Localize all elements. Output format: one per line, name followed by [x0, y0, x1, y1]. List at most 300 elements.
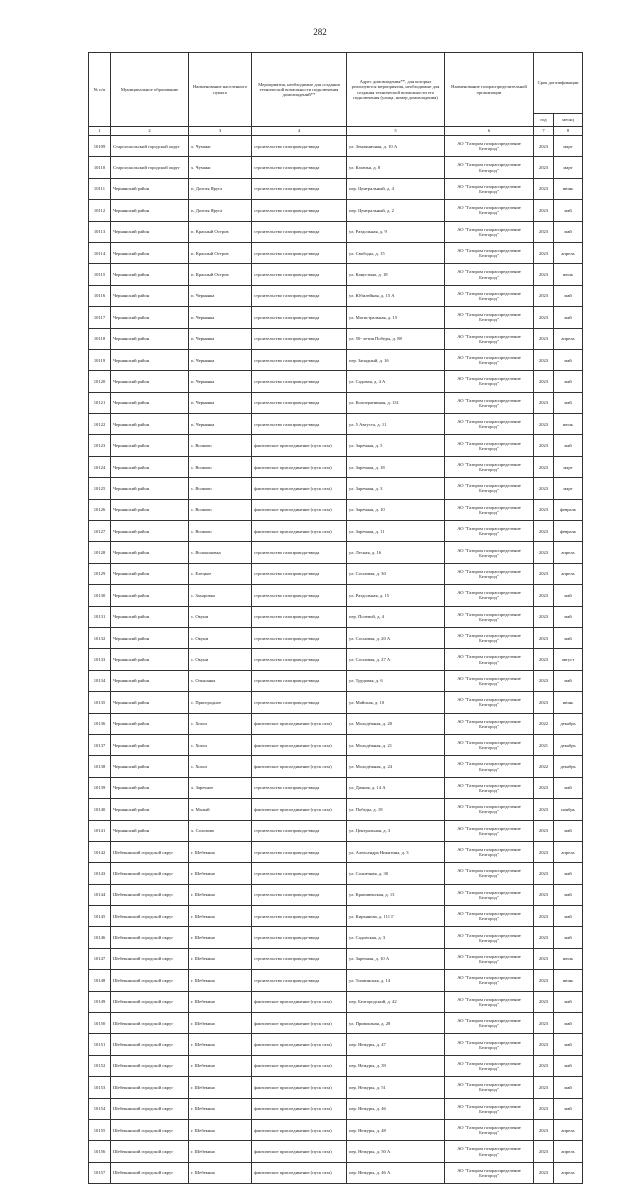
cell-year: 2023	[534, 563, 554, 584]
header-measures: Мероприятия, необходимые для создания технической возможности подключения домовладений**	[252, 53, 347, 127]
cell-settlement: п. Чернянка	[189, 371, 252, 392]
cell-settlement: с. Пригородное	[189, 692, 252, 713]
cell-org: АО "Газпром газораспределение Белгород"	[445, 884, 534, 905]
cell-org: АО "Газпром газораспределение Белгород"	[445, 1077, 534, 1098]
cell-municipality: Шебекинский городской округ	[111, 1055, 189, 1076]
cell-settlement: п. Красный Остров	[189, 264, 252, 285]
cell-year: 2023	[534, 606, 554, 627]
cell-org: АО "Газпром газораспределение Белгород"	[445, 1162, 534, 1183]
cell-municipality: Чернянский район	[111, 200, 189, 221]
cell-measure: фактическое присоединение (пуск газа)	[252, 435, 347, 456]
cell-year: 2023	[534, 970, 554, 991]
cell-org: АО "Газпром газораспределение Белгород"	[445, 285, 534, 306]
cell-municipality: Шебекинский городской округ	[111, 1162, 189, 1183]
cell-year: 2023	[534, 585, 554, 606]
cell-org: АО "Газпром газораспределение Белгород"	[445, 906, 534, 927]
cell-municipality: Чернянский район	[111, 328, 189, 349]
cell-address: ул. Заречная, д. 10	[347, 499, 445, 520]
table-row	[89, 542, 583, 563]
cell-year: 2023	[534, 799, 554, 820]
cell-measure: строительство газопровода-ввода	[252, 242, 347, 263]
cell-org: АО "Газпром газораспределение Белгород"	[445, 1119, 534, 1140]
cell-month: май	[554, 392, 583, 413]
cell-measure: строительство газопровода-ввода	[252, 371, 347, 392]
cell-org: АО "Газпром газораспределение Белгород"	[445, 863, 534, 884]
cell-settlement: г. Шебекино	[189, 863, 252, 884]
cell-month: май	[554, 307, 583, 328]
table-row	[89, 927, 583, 948]
table-row	[89, 157, 583, 178]
cell-num: 10113	[89, 221, 111, 242]
cell-municipality: Чернянский район	[111, 734, 189, 755]
cell-year: 2023	[534, 927, 554, 948]
cell-year: 2023	[534, 264, 554, 285]
cell-month: апрель	[554, 328, 583, 349]
cell-org: АО "Газпром газораспределение Белгород"	[445, 1141, 534, 1162]
cell-year: 2023	[534, 991, 554, 1012]
cell-address: ул. Центральная, д. 3	[347, 820, 445, 841]
cell-settlement: х. Заречное	[189, 777, 252, 798]
cell-measure: фактическое присоединение (пуск газа)	[252, 713, 347, 734]
page-number: 282	[313, 27, 327, 37]
cell-municipality: Чернянский район	[111, 627, 189, 648]
cell-address: пер. Нежуры, д. 46 А	[347, 1162, 445, 1183]
cell-month: август	[554, 649, 583, 670]
cell-settlement: с. Окуни	[189, 627, 252, 648]
cell-num: 10156	[89, 1141, 111, 1162]
cell-municipality: Шебекинский городской округ	[111, 1098, 189, 1119]
cell-address: ул. Сосновая, д. 30	[347, 563, 445, 584]
cell-municipality: Чернянский район	[111, 799, 189, 820]
cell-month: май	[554, 1077, 583, 1098]
cell-year: 2023	[534, 136, 554, 157]
cell-month: май	[554, 820, 583, 841]
cell-measure: фактическое присоединение (пуск газа)	[252, 521, 347, 542]
cell-org: АО "Газпром газораспределение Белгород"	[445, 521, 534, 542]
cell-year: 2023	[534, 820, 554, 841]
cell-num: 10110	[89, 157, 111, 178]
cell-address: ул. Дачная, д. 14 А	[347, 777, 445, 798]
cell-measure: строительство газопровода-ввода	[252, 649, 347, 670]
cell-month: май	[554, 371, 583, 392]
cell-month: май	[554, 1055, 583, 1076]
cell-year: 2023	[534, 328, 554, 349]
cell-num: 10140	[89, 799, 111, 820]
cell-settlement: п. Чернянка	[189, 328, 252, 349]
cell-num: 10141	[89, 820, 111, 841]
table-row	[89, 799, 583, 820]
cell-num: 10124	[89, 456, 111, 477]
cell-year: 2023	[534, 841, 554, 862]
cell-num: 10112	[89, 200, 111, 221]
cell-year: 2023	[534, 242, 554, 263]
cell-org: АО "Газпром газораспределение Белгород"	[445, 414, 534, 435]
cell-org: АО "Газпром газораспределение Белгород"	[445, 927, 534, 948]
cell-settlement: г. Шебекино	[189, 1055, 252, 1076]
cell-municipality: Старооскольский городской округ	[111, 157, 189, 178]
cell-settlement: п. Красный Остров	[189, 242, 252, 263]
cell-settlement: с. Волоконовка	[189, 542, 252, 563]
cell-municipality: Чернянский район	[111, 178, 189, 199]
table-row	[89, 692, 583, 713]
cell-settlement: с. Захаровка	[189, 585, 252, 606]
cell-org: АО "Газпром газораспределение Белгород"	[445, 841, 534, 862]
cell-year: 2023	[534, 200, 554, 221]
cell-month: май	[554, 777, 583, 798]
cell-month: март	[554, 456, 583, 477]
cell-settlement: п. Долгая Яруга	[189, 178, 252, 199]
cell-month: апрель	[554, 1141, 583, 1162]
cell-org: АО "Газпром газораспределение Белгород"	[445, 328, 534, 349]
cell-settlement: п. Чернянка	[189, 285, 252, 306]
cell-org: АО "Газпром газораспределение Белгород"	[445, 264, 534, 285]
cell-measure: строительство газопровода-ввода	[252, 157, 347, 178]
table-row	[89, 1098, 583, 1119]
cell-year: 2021	[534, 734, 554, 755]
cell-measure: строительство газопровода-ввода	[252, 927, 347, 948]
cell-year: 2023	[534, 157, 554, 178]
cell-month: май	[554, 670, 583, 691]
header-address: Адрес домовладения**, для которых реализуются мероприятия, необходимые для создания технической возможности его подключения (улица, номер домовладения)	[347, 53, 445, 127]
cell-municipality: Шебекинский городской округ	[111, 927, 189, 948]
cell-settlement: с. Окуни	[189, 606, 252, 627]
cell-num: 10122	[89, 414, 111, 435]
cell-address: пер. Центральный, д. 2	[347, 200, 445, 221]
cell-num: 10129	[89, 563, 111, 584]
cell-address: ул. Сосновая, д. 27 А	[347, 649, 445, 670]
cell-year: 2023	[534, 1098, 554, 1119]
cell-year: 2023	[534, 285, 554, 306]
cell-measure: строительство газопровода-ввода	[252, 136, 347, 157]
cell-year: 2023	[534, 863, 554, 884]
cell-month: май	[554, 884, 583, 905]
cell-municipality: Чернянский район	[111, 670, 189, 691]
cell-month: май	[554, 606, 583, 627]
cell-address: пер. Белгородский, д. 42	[347, 991, 445, 1012]
cell-num: 10118	[89, 328, 111, 349]
cell-address: ул. Юбилейная, д. 15 А	[347, 285, 445, 306]
cell-municipality: Чернянский район	[111, 563, 189, 584]
cell-address: ул. Заречная, д. 10 А	[347, 948, 445, 969]
cell-settlement: п. Чернянка	[189, 392, 252, 413]
cell-num: 10119	[89, 349, 111, 370]
cell-measure: строительство газопровода-ввода	[252, 970, 347, 991]
table-row	[89, 948, 583, 969]
cell-settlement: п. Чернянка	[189, 307, 252, 328]
cell-measure: фактическое присоединение (пуск газа)	[252, 456, 347, 477]
cell-settlement: х. Чумаки	[189, 157, 252, 178]
cell-measure: строительство газопровода-ввода	[252, 563, 347, 584]
cell-org: АО "Газпром газораспределение Белгород"	[445, 178, 534, 199]
cell-org: АО "Газпром газораспределение Белгород"	[445, 670, 534, 691]
table-row	[89, 414, 583, 435]
cell-org: АО "Газпром газораспределение Белгород"	[445, 435, 534, 456]
cell-municipality: Чернянский район	[111, 264, 189, 285]
cell-settlement: с. Волково	[189, 478, 252, 499]
cell-address: ул. Магистральная, д. 15	[347, 307, 445, 328]
table-row	[89, 991, 583, 1012]
cell-municipality: Шебекинский городской округ	[111, 906, 189, 927]
cell-month: июнь	[554, 692, 583, 713]
table-row	[89, 1141, 583, 1162]
cell-num: 10143	[89, 863, 111, 884]
cell-municipality: Чернянский район	[111, 521, 189, 542]
cell-settlement: г. Шебекино	[189, 927, 252, 948]
cell-org: АО "Газпром газораспределение Белгород"	[445, 221, 534, 242]
cell-year: 2023	[534, 1119, 554, 1140]
cell-measure: строительство газопровода-ввода	[252, 692, 347, 713]
column-number: 5	[347, 127, 445, 136]
cell-address: ул. Молодёжная, д. 21	[347, 734, 445, 755]
header-num: № п/п	[89, 53, 111, 127]
table-row	[89, 1055, 583, 1076]
cell-year: 2023	[534, 349, 554, 370]
cell-address: пер. Западный, д. 16	[347, 349, 445, 370]
cell-address: ул. Казачья, д. 8	[347, 157, 445, 178]
cell-num: 10144	[89, 884, 111, 905]
cell-address: ул. Сосновая, д. 20 А	[347, 627, 445, 648]
cell-settlement: с. Волково	[189, 456, 252, 477]
cell-month: май	[554, 906, 583, 927]
cell-year: 2023	[534, 649, 554, 670]
cell-settlement: г. Шебекино	[189, 1013, 252, 1034]
cell-municipality: Чернянский район	[111, 820, 189, 841]
cell-address: ул. Крапивенская, д. 13	[347, 884, 445, 905]
cell-year: 2023	[534, 542, 554, 563]
column-number: 3	[189, 127, 252, 136]
cell-month: май	[554, 1034, 583, 1055]
cell-year: 2023	[534, 499, 554, 520]
column-number: 2	[111, 127, 189, 136]
cell-month: май	[554, 927, 583, 948]
cell-address: ул. Заречная, д. 11	[347, 521, 445, 542]
cell-org: АО "Газпром газораспределение Белгород"	[445, 991, 534, 1012]
cell-org: АО "Газпром газораспределение Белгород"	[445, 371, 534, 392]
cell-measure: строительство газопровода-ввода	[252, 777, 347, 798]
header-term: Срок догазификации	[534, 53, 583, 114]
cell-measure: фактическое присоединение (пуск газа)	[252, 1119, 347, 1140]
cell-org: АО "Газпром газораспределение Белгород"	[445, 777, 534, 798]
cell-address: пер. Нежуры, д. 50 А	[347, 1141, 445, 1162]
cell-municipality: Чернянский район	[111, 777, 189, 798]
table-row	[89, 285, 583, 306]
cell-municipality: Чернянский район	[111, 349, 189, 370]
table-row	[89, 328, 583, 349]
cell-measure: фактическое присоединение (пуск газа)	[252, 1034, 347, 1055]
cell-settlement: г. Шебекино	[189, 948, 252, 969]
cell-measure: фактическое присоединение (пуск газа)	[252, 756, 347, 777]
cell-month: апрель	[554, 563, 583, 584]
cell-measure: фактическое присоединение (пуск газа)	[252, 799, 347, 820]
cell-measure: фактическое присоединение (пуск газа)	[252, 1098, 347, 1119]
cell-year: 2023	[534, 1077, 554, 1098]
cell-month: март	[554, 136, 583, 157]
cell-num: 10138	[89, 756, 111, 777]
cell-num: 10134	[89, 670, 111, 691]
cell-num: 10115	[89, 264, 111, 285]
cell-municipality: Чернянский район	[111, 242, 189, 263]
column-number: 4	[252, 127, 347, 136]
table-row	[89, 200, 583, 221]
cell-address: ул. Привокзная, д. 28	[347, 1013, 445, 1034]
cell-address: ул. Майская, д. 10	[347, 692, 445, 713]
cell-settlement: с. Волково	[189, 435, 252, 456]
cell-measure: строительство газопровода-ввода	[252, 863, 347, 884]
table-row	[89, 777, 583, 798]
cell-month: май	[554, 200, 583, 221]
cell-settlement: г. Шебекино	[189, 884, 252, 905]
cell-address: ул. Свободы, д. 15	[347, 242, 445, 263]
cell-num: 10128	[89, 542, 111, 563]
cell-settlement: г. Шебекино	[189, 970, 252, 991]
cell-municipality: Шебекинский городской округ	[111, 1013, 189, 1034]
cell-measure: фактическое присоединение (пуск газа)	[252, 1077, 347, 1098]
cell-org: АО "Газпром газораспределение Белгород"	[445, 456, 534, 477]
table-row	[89, 478, 583, 499]
cell-year: 2023	[534, 478, 554, 499]
cell-num: 10123	[89, 435, 111, 456]
cell-municipality: Чернянский район	[111, 606, 189, 627]
column-numbers-row	[89, 127, 583, 136]
cell-municipality: Чернянский район	[111, 435, 189, 456]
cell-municipality: Шебекинский городской округ	[111, 1119, 189, 1140]
cell-measure: строительство газопровода-ввода	[252, 627, 347, 648]
cell-year: 2023	[534, 371, 554, 392]
cell-address: ул. Александра Никитина, д. 3	[347, 841, 445, 862]
cell-num: 10151	[89, 1034, 111, 1055]
cell-year: 2023	[534, 948, 554, 969]
cell-num: 10127	[89, 521, 111, 542]
cell-settlement: х. Чумаки	[189, 136, 252, 157]
cell-year: 2023	[534, 692, 554, 713]
header-year: год	[534, 114, 554, 127]
cell-address: ул. Трудовая, д. 6	[347, 670, 445, 691]
cell-month: май	[554, 627, 583, 648]
cell-municipality: Чернянский район	[111, 756, 189, 777]
cell-measure: строительство газопровода-ввода	[252, 200, 347, 221]
cell-month: ноябрь	[554, 799, 583, 820]
table-row	[89, 670, 583, 691]
cell-org: АО "Газпром газораспределение Белгород"	[445, 136, 534, 157]
cell-address: ул. Тихвинская, д. 14	[347, 970, 445, 991]
cell-measure: строительство газопровода-ввода	[252, 414, 347, 435]
cell-address: ул. Заречная, д. 18	[347, 456, 445, 477]
cell-num: 10132	[89, 627, 111, 648]
table-row	[89, 499, 583, 520]
cell-measure: фактическое присоединение (пуск газа)	[252, 1162, 347, 1183]
cell-municipality: Шебекинский городской округ	[111, 1034, 189, 1055]
cell-municipality: Чернянский район	[111, 392, 189, 413]
cell-num: 10111	[89, 178, 111, 199]
cell-num: 10149	[89, 991, 111, 1012]
cell-num: 10153	[89, 1077, 111, 1098]
cell-municipality: Шебекинский городской округ	[111, 948, 189, 969]
table-row	[89, 606, 583, 627]
cell-settlement: г. Шебекино	[189, 1077, 252, 1098]
cell-year: 2023	[534, 178, 554, 199]
table-row	[89, 884, 583, 905]
cell-measure: строительство газопровода-ввода	[252, 178, 347, 199]
cell-municipality: Чернянский район	[111, 585, 189, 606]
cell-address: ул. Садовская, д. 3	[347, 927, 445, 948]
cell-address: ул. Раздольная, д. 9	[347, 221, 445, 242]
header-month: месяц	[554, 114, 583, 127]
table-row	[89, 1119, 583, 1140]
cell-measure: строительство газопровода-ввода	[252, 884, 347, 905]
cell-settlement: п. Чернянка	[189, 349, 252, 370]
cell-municipality: Шебекинский городской округ	[111, 1141, 189, 1162]
cell-address: пер. Нежуры, д. 47	[347, 1034, 445, 1055]
cell-org: АО "Газпром газораспределение Белгород"	[445, 478, 534, 499]
cell-address: пер. Нежуры, д. 48	[347, 1119, 445, 1140]
cell-settlement: х. Малый	[189, 799, 252, 820]
cell-settlement: г. Шебекино	[189, 1141, 252, 1162]
cell-num: 10139	[89, 777, 111, 798]
table-row	[89, 371, 583, 392]
cell-num: 10131	[89, 606, 111, 627]
table-row	[89, 349, 583, 370]
cell-num: 10148	[89, 970, 111, 991]
cell-settlement: с. Ольшанка	[189, 670, 252, 691]
cell-month: май	[554, 1098, 583, 1119]
header-org: Наименование газораспределительной организации	[445, 53, 534, 127]
cell-measure: строительство газопровода-ввода	[252, 285, 347, 306]
cell-month: май	[554, 863, 583, 884]
cell-num: 10120	[89, 371, 111, 392]
cell-year: 2023	[534, 1034, 554, 1055]
cell-settlement: с. Окуни	[189, 649, 252, 670]
cell-org: АО "Газпром газораспределение Белгород"	[445, 799, 534, 820]
cell-year: 2023	[534, 906, 554, 927]
cell-measure: фактическое присоединение (пуск газа)	[252, 734, 347, 755]
column-number: 6	[445, 127, 534, 136]
column-number: 1	[89, 127, 111, 136]
cell-month: февраль	[554, 499, 583, 520]
cell-settlement: с. Волково	[189, 521, 252, 542]
cell-org: АО "Газпром газораспределение Белгород"	[445, 820, 534, 841]
gasification-table	[88, 52, 583, 1184]
cell-org: АО "Газпром газораспределение Белгород"	[445, 734, 534, 755]
cell-num: 10117	[89, 307, 111, 328]
cell-measure: строительство газопровода-ввода	[252, 264, 347, 285]
cell-num: 10147	[89, 948, 111, 969]
table-row	[89, 1013, 583, 1034]
cell-municipality: Чернянский район	[111, 499, 189, 520]
cell-year: 2023	[534, 1055, 554, 1076]
table-row	[89, 563, 583, 584]
cell-month: апрель	[554, 841, 583, 862]
cell-settlement: п. Долгая Яруга	[189, 200, 252, 221]
cell-measure: фактическое присоединение (пуск газа)	[252, 1055, 347, 1076]
cell-address: ул. Победы, д. 18	[347, 799, 445, 820]
cell-municipality: Чернянский район	[111, 221, 189, 242]
cell-municipality: Чернянский район	[111, 414, 189, 435]
table-row	[89, 756, 583, 777]
cell-measure: строительство газопровода-ввода	[252, 221, 347, 242]
cell-year: 2023	[534, 414, 554, 435]
cell-num: 10157	[89, 1162, 111, 1183]
cell-org: АО "Газпром газораспределение Белгород"	[445, 542, 534, 563]
cell-month: май	[554, 1013, 583, 1034]
cell-month: февраль	[554, 521, 583, 542]
cell-num: 10125	[89, 478, 111, 499]
cell-municipality: Старооскольский городской округ	[111, 136, 189, 157]
cell-org: АО "Газпром газораспределение Белгород"	[445, 200, 534, 221]
cell-month: июнь	[554, 970, 583, 991]
cell-address: пер. Нежуры, д. 46	[347, 1098, 445, 1119]
table-row	[89, 178, 583, 199]
table-row	[89, 435, 583, 456]
